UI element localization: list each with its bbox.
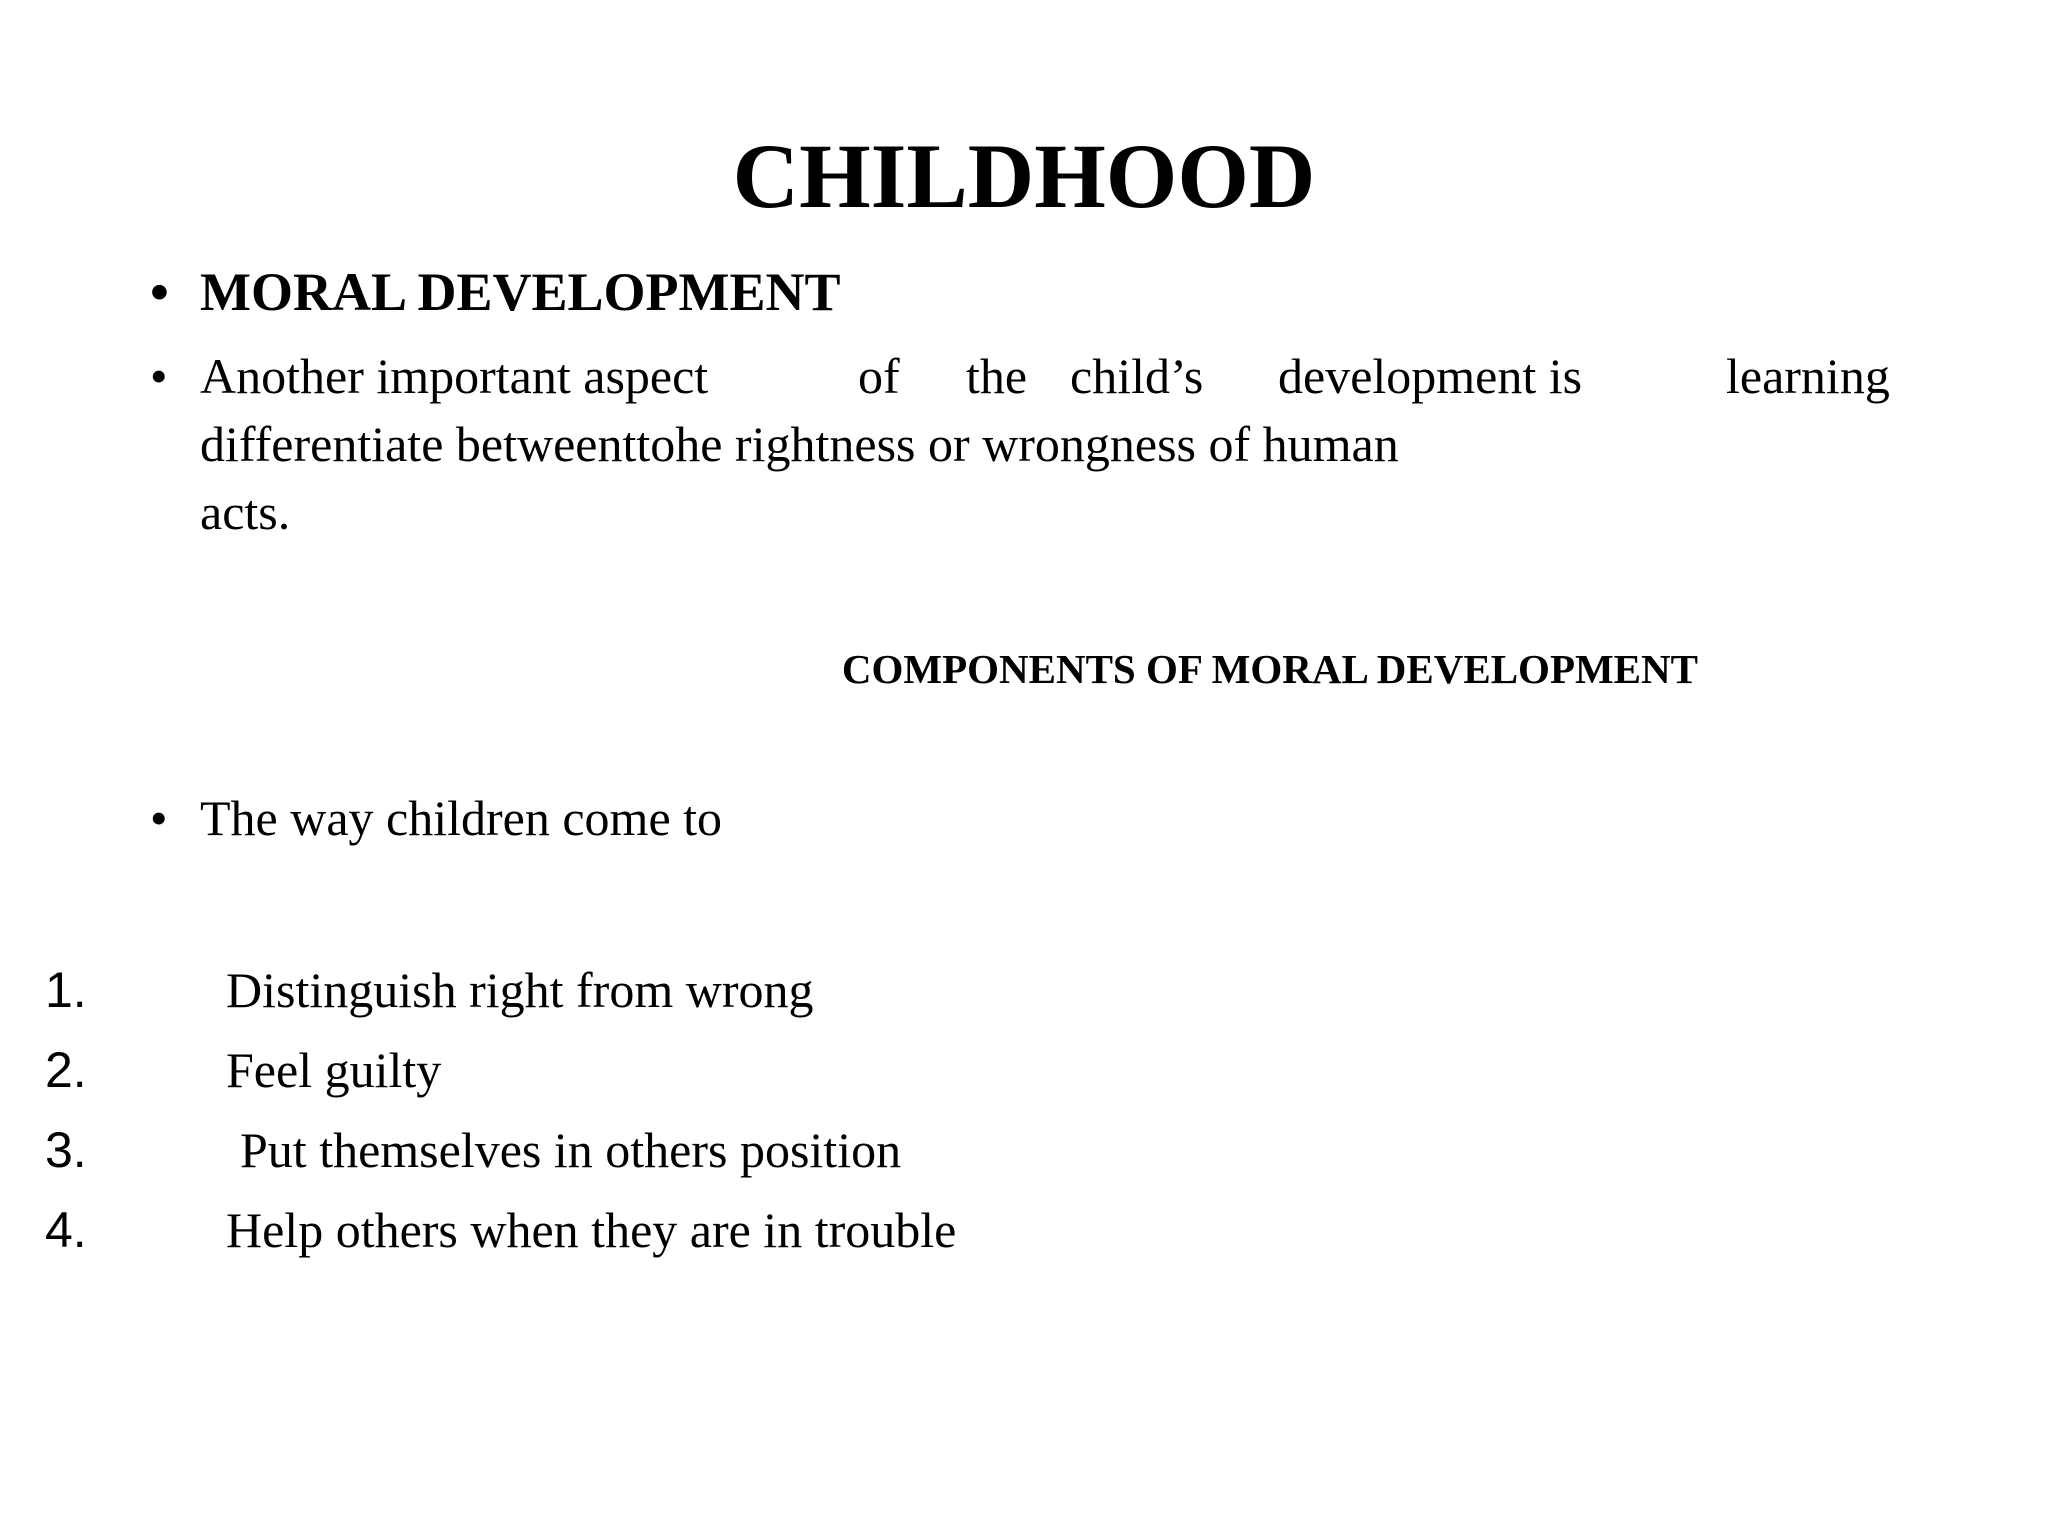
list-item-text: Put themselves in others position [240, 1122, 902, 1178]
subheading-text: COMPONENTS OF MORAL DEVELOPMENT [841, 646, 1698, 692]
bullet-marker: • [150, 790, 168, 846]
bullet-heading-text: MORAL DEVELOPMENT [200, 262, 841, 322]
list-number: 3. [45, 1122, 87, 1178]
paragraph-word: learning [1726, 348, 1890, 404]
list-item-text: Feel guilty [226, 1042, 442, 1098]
slide-title: CHILDHOOD [732, 125, 1316, 227]
paragraph-word: the [966, 348, 1028, 404]
paragraph-line: differentiate betweenttohe rightness or wrongness of human [200, 416, 1399, 472]
list-item-text: Help others when they are in trouble [226, 1202, 957, 1258]
bullet-intro-text: The way children come to [200, 790, 723, 846]
list-item-text: Distinguish right from wrong [226, 962, 814, 1018]
bullet-marker: • [150, 262, 169, 322]
section-subheading [0, 644, 1698, 694]
paragraph-line: acts. [200, 484, 291, 540]
list-number: 1. [45, 962, 87, 1018]
paragraph-word: development is [1278, 348, 1583, 404]
paragraph-word: Another important aspect [200, 348, 709, 404]
paragraph-word: child’s [1070, 348, 1204, 404]
list-number: 4. [45, 1202, 87, 1258]
list-number: 2. [45, 1042, 87, 1098]
bullet-marker: • [150, 348, 168, 404]
paragraph-word: of [858, 348, 900, 404]
